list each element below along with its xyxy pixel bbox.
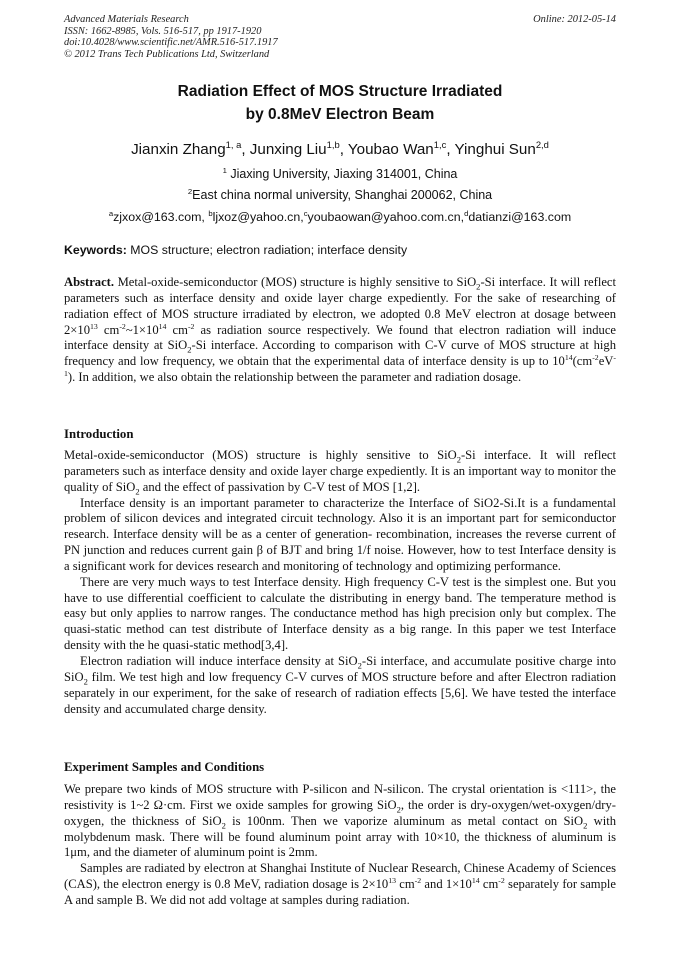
copyright-line: © 2012 Trans Tech Publications Ltd, Switzerland [64, 48, 270, 60]
paragraph-text: -Si interface, and accumulate positive charge into SiO [64, 653, 616, 684]
superscript: 14 [158, 321, 167, 331]
paragraph-text: cm [479, 877, 499, 892]
paragraph-text: with molybdenum mask. There will be found aluminum point array with 10×10, the thickness of aluminum is 1μm, and the diameter of aluminum point is 2mm. [64, 813, 616, 860]
section-heading-experiment: Experiment Samples and Conditions [64, 760, 265, 774]
paragraph-text: Samples are radiated by electron at Shanghai Institute of Nuclear Research, Chinese Academy of Sciences (CAS), the electron energy is 0.8 MeV, radiation dosage is 2×10 [64, 861, 616, 892]
journal-name: Advanced Materials Research [64, 14, 189, 25]
keywords [64, 243, 616, 258]
paragraph-text: and 1×10 [421, 877, 472, 892]
doi-line: doi:10.4028/www.scientific.net/AMR.516-517.1917 [64, 37, 278, 49]
title-line-1: Radiation Effect of MOS Structure Irradiated [177, 83, 503, 100]
superscript: 13 [388, 875, 397, 885]
abstract-text: Metal-oxide-semiconductor (MOS) structure is highly sensitive to SiO [117, 275, 477, 289]
keywords-text: MOS structure; electron radiation; interface density [130, 243, 408, 257]
email-marker: c [303, 208, 308, 218]
superscript: -2 [119, 321, 126, 331]
superscript: -2 [187, 321, 195, 331]
superscript: -1 [64, 353, 616, 378]
email-address: ljxoz@yahoo.cn, [212, 210, 304, 224]
paragraph-text: , the order is dry-oxygen/wet-oxygen/dry-oxygen, the thickness of SiO [64, 797, 616, 828]
paragraph-text: is 100nm. Then we vaporize aluminum as metal contact on SiO [225, 813, 584, 828]
introduction-body [64, 448, 616, 717]
affiliation-text: East china normal university, Shanghai 200062, China [192, 188, 493, 202]
superscript: -2 [414, 875, 422, 885]
journal-header [64, 14, 616, 60]
email-address: datianzi@163.com [468, 210, 572, 224]
author-name: Youbao Wan [347, 141, 434, 158]
keywords-label: Keywords: [64, 243, 127, 257]
author-affil-marker: 1, a [225, 138, 242, 150]
subscript: 2 [583, 820, 588, 831]
subscript: 2 [221, 820, 226, 831]
abstract-text: -Si interface. It will reflect parameters such as interface density and oxide layer charge expediently. For the sake of researching of radiation effect of MOS structure irradiated by electron, we adopted 0.8 MeV electron at dosage between 2×10 [64, 275, 617, 337]
email-marker: b [208, 208, 213, 218]
paragraph-text: -Si interface. It will reflect parameters such as interface density and oxide layer charge expediently. It is an important way to monitor the quality of SiO [64, 448, 617, 494]
abstract-text: -Si interface. According to comparison with C-V curve of MOS structure at high frequency and low frequency, we obtain that the experimental data of interface density is up to 10 [64, 338, 616, 369]
paragraph: Interface density is an important parameter to characterize the Interface of SiO2-Si.It is a fundamental problem of silicon devices and integrated circuit technology. Also it is an important part for semiconductor research. Interface density will be as a center of generation- recombination, increases the reverse current of PN junction and reduces current gain β of BJT and bring 1/f noise. However, how to test Interface density is a significant work for devices research and monitoring of technology and optimizing performance. [64, 495, 616, 573]
section-heading-introduction: Introduction [64, 427, 134, 441]
abstract-text: (cm [572, 354, 593, 369]
abstract-text: as radiation source respectively. We found that electron radiation will induce interface density at SiO [64, 322, 616, 353]
email-list [64, 209, 616, 225]
email-address: zjxox@163.com, [113, 210, 209, 224]
author-name: Junxing Liu [249, 141, 327, 158]
abstract-text: ~1×10 [125, 322, 159, 337]
paragraph [64, 861, 616, 909]
subscript: 2 [456, 454, 461, 465]
subscript: 2 [187, 344, 192, 355]
paragraph-text: We prepare two kinds of MOS structure with P-silicon and N-silicon. The crystal orientation is <111>, the resistivity is 1~2 Ω·cm. First we oxide samples for growing SiO [64, 782, 616, 812]
superscript: 14 [471, 875, 480, 885]
email-address: youbaowan@yahoo.com.cn, [307, 210, 465, 224]
author-affil-marker: 1,c [433, 138, 447, 150]
abstract-text: ). In addition, we also obtain the relationship between the parameter and radiation dosage. [67, 370, 522, 385]
abstract [64, 275, 616, 386]
author-list: Jianxin Zhang$^{1, a}$, Junxing Liu$^{1,b}$, Youbao Wan$^{1,c}$, Yinghui Sun$^{2,d}$ [131, 138, 549, 158]
paragraph-text: film. We test high and low frequency C-V curves of MOS structure before and after Electron radiation separately in our experiment, for the sake of research of radiation effects [5,6]. We have tested the interface density and accumulated charge density. [64, 669, 616, 716]
title-line-2: by 0.8MeV Electron Beam [245, 106, 435, 123]
author-name: Jianxin Zhang [131, 141, 226, 158]
subscript: 2 [476, 281, 481, 292]
abstract-label: Abstract. [64, 275, 115, 289]
experiment-body [64, 782, 616, 909]
author-name: Yinghui Sun [454, 141, 536, 158]
email-marker: d [464, 208, 469, 218]
issn-line: ISSN: 1662-8985, Vols. 516-517, pp 1917-1920 [64, 25, 262, 37]
abstract-text: cm [166, 322, 188, 337]
paragraph-text: Metal-oxide-semiconductor (MOS) structure is highly sensitive to SiO [64, 448, 457, 462]
paragraph [64, 782, 616, 861]
affiliation-1 [64, 166, 616, 182]
author-affil-marker: 2,d [535, 138, 549, 150]
subscript: 2 [83, 676, 88, 687]
subscript: 2 [357, 660, 362, 671]
abstract-text: eV [598, 354, 614, 369]
paragraph-text: and the effect of passivation by C-V test of MOS [1,2]. [139, 479, 421, 494]
paragraph-text: separately for sample A and sample B. We did not add voltage at samples during radiation. [64, 877, 616, 907]
subscript: 2 [396, 804, 401, 815]
author-affil-marker: 1,b [326, 138, 340, 150]
superscript: 14 [564, 353, 573, 363]
affiliation-2 [64, 187, 616, 203]
paragraph-text: cm [396, 877, 415, 892]
superscript: -2 [592, 353, 599, 363]
paragraph: There are very much ways to test Interface density. High frequency C-V test is the simplest one. But you have to use differential coefficient to calculate the distributing in energy band. The temperature method is easy but only applies to narrow ranges. The conductance method has high precision only but complex. The quasi-static method can test distribute of Interface density as a big range. In this paper we test Interface density with the he quasi-static method[3,4]. [64, 574, 616, 653]
paragraph [64, 654, 616, 717]
online-date: Online: 2012-05-14 [533, 14, 616, 25]
affiliation-marker: 2 [187, 186, 193, 196]
affiliation-marker: 1 [222, 165, 227, 175]
email-marker: a [108, 208, 114, 218]
superscript: 13 [90, 321, 98, 331]
affiliation-text: Jiaxing University, Jiaxing 314001, China [230, 167, 458, 181]
subscript: 2 [135, 486, 140, 497]
paragraph-text: Electron radiation will induce interface density at SiO [80, 653, 358, 668]
abstract-text: cm [97, 322, 120, 337]
superscript: -2 [498, 875, 505, 885]
paragraph [64, 448, 616, 496]
paper-title [64, 80, 616, 126]
